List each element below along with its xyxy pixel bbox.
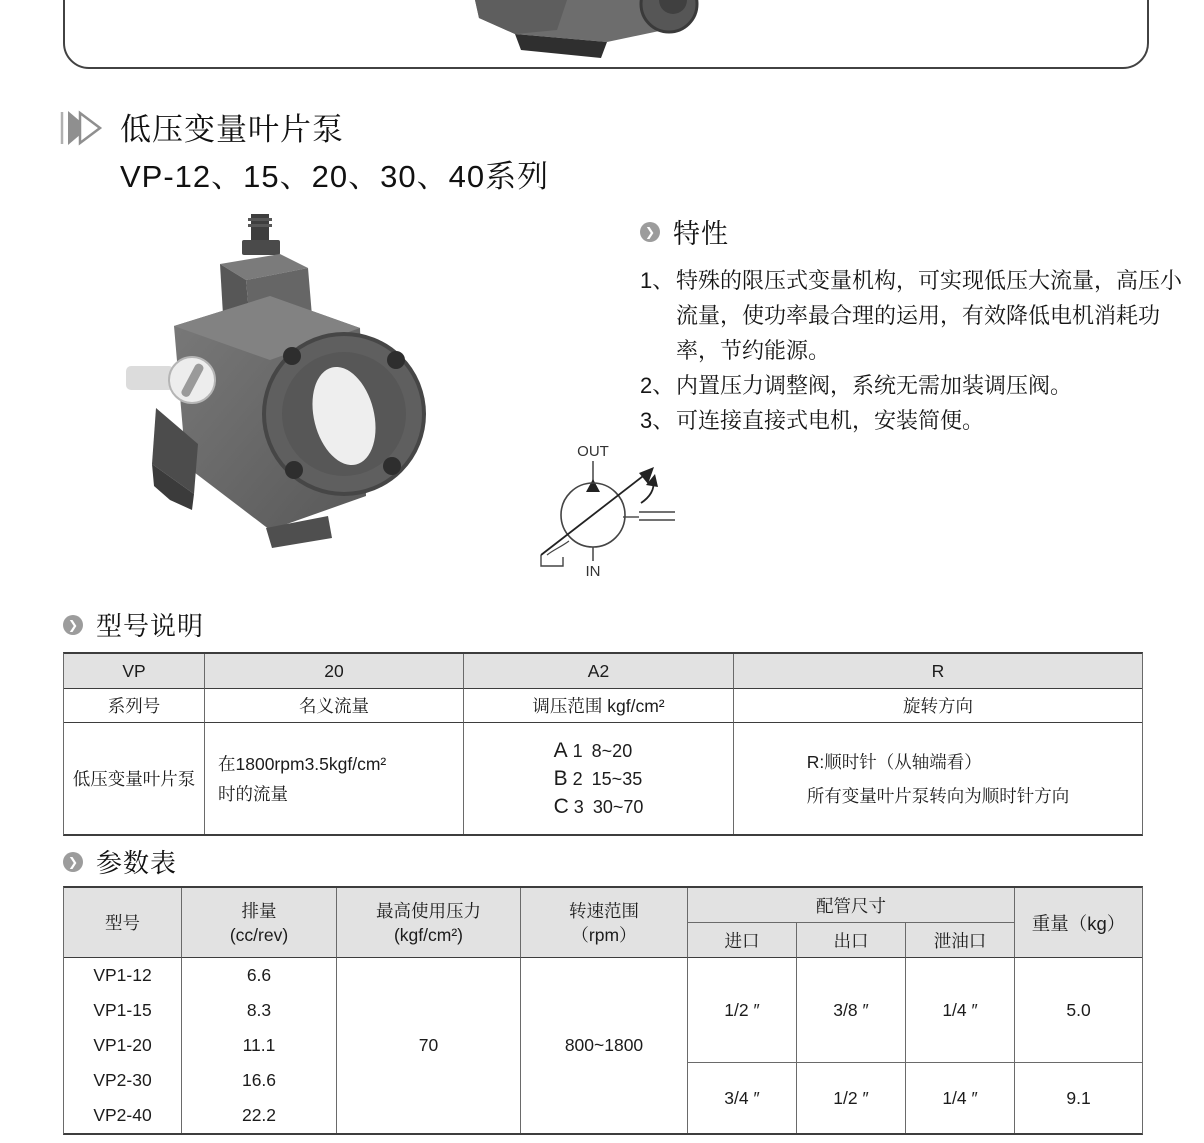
product-image-box	[63, 0, 1149, 69]
page-title-line2: VP-12、15、20、30、40系列	[120, 159, 550, 194]
symbol-in-label: IN	[585, 563, 601, 579]
model-cell: VP1-20	[64, 1028, 182, 1063]
model-cell: VP2-30	[64, 1063, 182, 1098]
double-triangle-icon	[60, 108, 106, 148]
outlet-cell: 3/8 ″	[797, 958, 906, 1063]
label-cell: 系列号	[64, 689, 205, 723]
pressure-option: B 2 15~35	[553, 766, 643, 790]
model-cell: VP1-12	[64, 958, 182, 993]
code-cell: VP	[64, 654, 205, 689]
pump-photo	[118, 198, 538, 566]
parameter-table	[63, 886, 1143, 1135]
chevron-circle-icon	[640, 222, 660, 242]
pressure-option: A 1 8~20	[553, 738, 633, 762]
features-section	[640, 212, 1186, 438]
model-code-row	[64, 654, 1142, 689]
pump-inlet-stub	[126, 366, 174, 390]
pump-symbol-diagram	[505, 443, 705, 579]
model-section-heading	[63, 606, 204, 643]
pressure-option: C 3 30~70	[553, 794, 644, 818]
param-header-row1	[64, 888, 1142, 923]
series-name-cell: 低压变量叶片泵	[64, 723, 205, 834]
flow-line1: 在1800rpm3.5kgf/cm²	[218, 753, 387, 774]
header-speed-range: 转速范围 （rpm）	[521, 888, 688, 958]
header-weight: 重量（kg）	[1015, 888, 1142, 958]
bracket-mark	[541, 555, 563, 566]
rotation-cell	[734, 723, 1142, 834]
nominal-flow-cell	[205, 723, 464, 834]
label-cell: 调压范围 kgf/cm²	[464, 689, 734, 723]
features-list	[640, 263, 1186, 438]
header-drain: 泄油口	[906, 923, 1015, 958]
param-section-heading	[63, 843, 177, 880]
feature-number: 1、	[640, 268, 675, 293]
feature-item	[640, 263, 1186, 368]
model-label-row	[64, 689, 1142, 723]
drain-cell: 1/4 ″	[906, 1063, 1015, 1133]
feature-text: 特殊的限压式变量机构，可实现低压大流量，高压小流量，使功率最合理的运用，有效降低电机消耗功率，节约能源。	[676, 268, 1183, 363]
header-outlet: 出口	[797, 923, 906, 958]
header-max-pressure: 最高使用压力 (kgf/cm²)	[337, 888, 521, 958]
param-row	[64, 958, 1142, 993]
header-pipe-group: 配管尺寸	[688, 888, 1015, 923]
code-cell: R	[734, 654, 1142, 689]
code-cell: 20	[205, 654, 464, 689]
feature-number: 2、	[640, 373, 675, 398]
flow-line2: 时的流量	[218, 783, 288, 804]
header-model: 型号	[64, 888, 182, 958]
flow-direction-triangle	[586, 479, 600, 492]
drain-cell: 1/4 ″	[906, 958, 1015, 1063]
inlet-cell: 1/2 ″	[688, 958, 797, 1063]
outlet-cell: 1/2 ″	[797, 1063, 906, 1133]
model-code-table	[63, 652, 1143, 836]
pump-photo-top-fragment	[457, 0, 707, 62]
features-heading	[640, 212, 1186, 251]
displacement-cell: 11.1	[182, 1028, 337, 1063]
feature-item	[640, 403, 1186, 438]
feature-text: 内置压力调整阀，系统无需加装调压阀。	[676, 373, 1073, 398]
displacement-cell: 6.6	[182, 958, 337, 993]
label-cell: 名义流量	[205, 689, 464, 723]
feature-item	[640, 368, 1186, 403]
model-section-title: 型号说明	[96, 611, 205, 641]
speed-range-cell: 800~1800	[521, 958, 688, 1133]
symbol-out-label: OUT	[577, 443, 609, 460]
model-cell: VP2-40	[64, 1098, 182, 1133]
label-cell: 旋转方向	[734, 689, 1142, 723]
param-section-title: 参数表	[96, 848, 178, 878]
feature-text: 可连接直接式电机，安装简便。	[676, 408, 985, 433]
model-description-row	[64, 723, 1142, 834]
weight-cell: 5.0	[1015, 958, 1142, 1063]
displacement-cell: 22.2	[182, 1098, 337, 1133]
page-title	[60, 106, 549, 200]
page-title-line1: 低压变量叶片泵	[120, 112, 344, 147]
chevron-circle-icon	[63, 615, 83, 635]
chevron-circle-icon	[63, 852, 83, 872]
displacement-cell: 8.3	[182, 993, 337, 1028]
displacement-cell: 16.6	[182, 1063, 337, 1098]
features-title: 特性	[673, 219, 729, 249]
header-displacement: 排量 (cc/rev)	[182, 888, 337, 958]
max-pressure-cell: 70	[337, 958, 521, 1133]
inlet-cell: 3/4 ″	[688, 1063, 797, 1133]
weight-cell: 9.1	[1066, 1087, 1091, 1108]
pressure-range-cell	[464, 723, 734, 834]
rotation-line1: R:顺时针（从轴端看）	[806, 751, 982, 772]
model-cell: VP1-15	[64, 993, 182, 1028]
rotation-line2: 所有变量叶片泵转向为顺时针方向	[806, 785, 1070, 806]
header-inlet: 进口	[688, 923, 797, 958]
feature-number: 3、	[640, 408, 675, 433]
code-cell: A2	[464, 654, 734, 689]
